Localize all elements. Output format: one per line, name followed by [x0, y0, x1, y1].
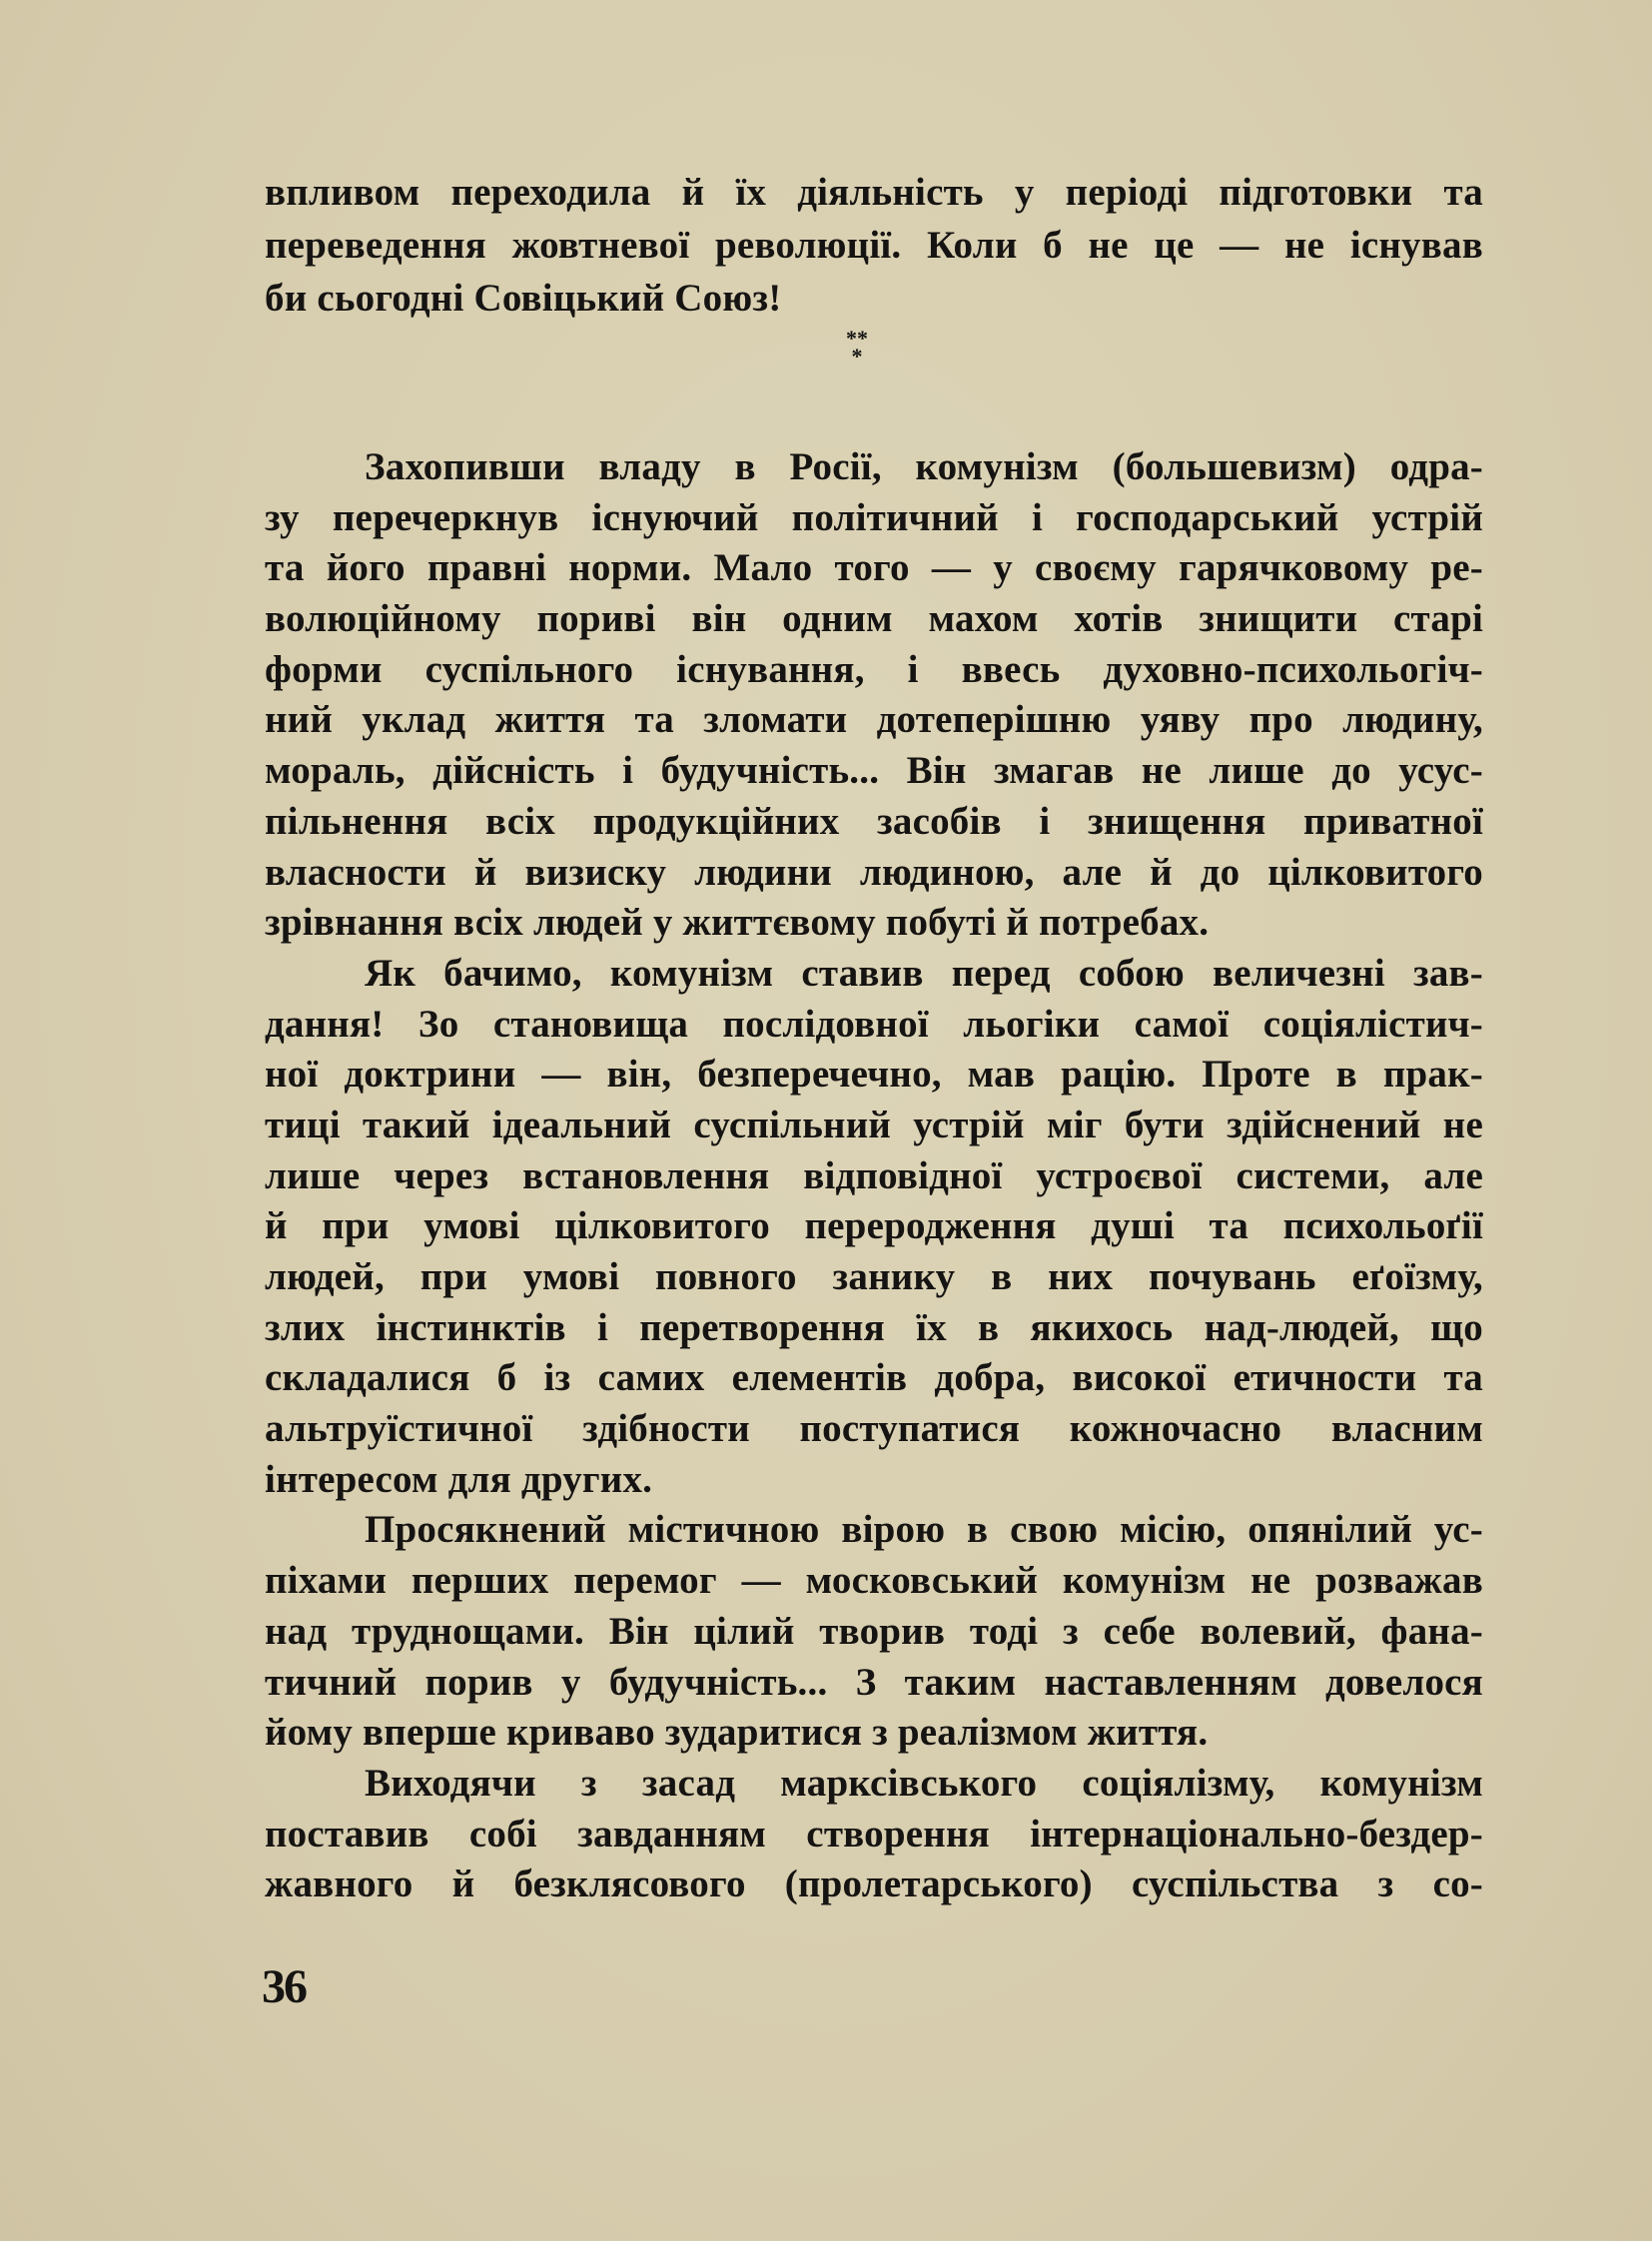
text-line: зу перечеркнув існуючий політичний і господарський устрій: [265, 495, 1483, 539]
text-line: та його правні норми. Мало того — у своєму гарячковому ре-: [265, 546, 1483, 590]
text-line: тиці такий ідеальний суспільний устрій міг бути здійснений не: [265, 1103, 1483, 1146]
paragraph: [265, 1759, 1483, 1910]
text-line: складалися б із самих елементів добра, високої етичности та: [265, 1356, 1483, 1400]
text-line: й при умові цілковитого переродження душі та психольоґії: [265, 1204, 1483, 1248]
text-line: форми суспільного існування, і ввесь духовно-психольогіч-: [265, 647, 1483, 691]
paragraph: [265, 442, 1483, 949]
text-line: злих інстинктів і перетворення їх в якихось над-людей, що: [265, 1305, 1483, 1349]
text-line: Захопивши владу в Росії, комунізм (большевизм) одра-: [365, 445, 1483, 488]
text-line: Виходячи з засад марксівського соціялізму, комунізм: [365, 1761, 1483, 1805]
text-line: пільнення всіх продукційних засобів і знищення приватної: [265, 799, 1483, 843]
page-number: 36: [262, 1960, 306, 2013]
asterism-bottom: *: [851, 344, 863, 369]
text-line: людей, при умові повного занику в них почувань еґоїзму,: [265, 1255, 1483, 1298]
text-line: йому вперше криваво зударитися з реалізмом життя.: [265, 1711, 1209, 1755]
text-line: переведення жовтневої революції. Коли б не це — не існував: [265, 224, 1483, 267]
text-line: інтересом для других.: [265, 1457, 653, 1501]
top-paragraph: [265, 166, 1483, 325]
asterism-separator: [837, 326, 877, 369]
text-line: впливом переходила й їх діяльність у періоді підготовки та: [265, 171, 1483, 214]
text-line: жавного й безклясового (пролетарського) суспільства з со-: [265, 1863, 1483, 1906]
text-line: зрівнання всіх людей у життєвому побуті й потребах.: [265, 901, 1210, 945]
paragraph: [265, 1505, 1483, 1758]
text-line: ний уклад життя та зломати дотеперішню уяву про людину,: [265, 698, 1483, 742]
text-line: альтруїстичної здібности поступатися кожночасно власним: [265, 1407, 1483, 1451]
text-line: власности й визиску людини людиною, але й до цілковитого: [265, 850, 1483, 894]
main-text: [265, 442, 1483, 1910]
paragraph: [265, 949, 1483, 1506]
text-line: волюційному пориві він одним махом хотів знищити старі: [265, 597, 1483, 641]
text-line: би сьогодні Совіцький Союз!: [265, 277, 782, 320]
asterism-top: **: [846, 326, 868, 351]
text-line: піхами перших перемог — московський комунізм не розважав: [265, 1559, 1483, 1603]
text-line: Просякнений містичною вірою в свою місію, опянілий ус-: [365, 1508, 1483, 1552]
text-line: поставив собі завданням створення інтернаціонально-бездер-: [265, 1812, 1483, 1856]
text-line: Як бачимо, комунізм ставив перед собою величезні зав-: [365, 951, 1483, 995]
text-line: мораль, дійсність і будучність... Він змагав не лише до усус-: [265, 749, 1483, 793]
text-line: дання! Зо становища послідовної льогіки самої соціялістич-: [265, 1002, 1483, 1046]
text-line: тичний порив у будучність... З таким наставленням довелося: [265, 1660, 1483, 1704]
text-line: над труднощами. Він цілий творив тоді з себе волевий, фана-: [265, 1609, 1483, 1653]
text-line: ної доктрини — він, безперечечно, мав рацію. Проте в прак-: [265, 1053, 1483, 1097]
text-line: лише через встановлення відповідної устроєвої системи, але: [265, 1153, 1483, 1197]
